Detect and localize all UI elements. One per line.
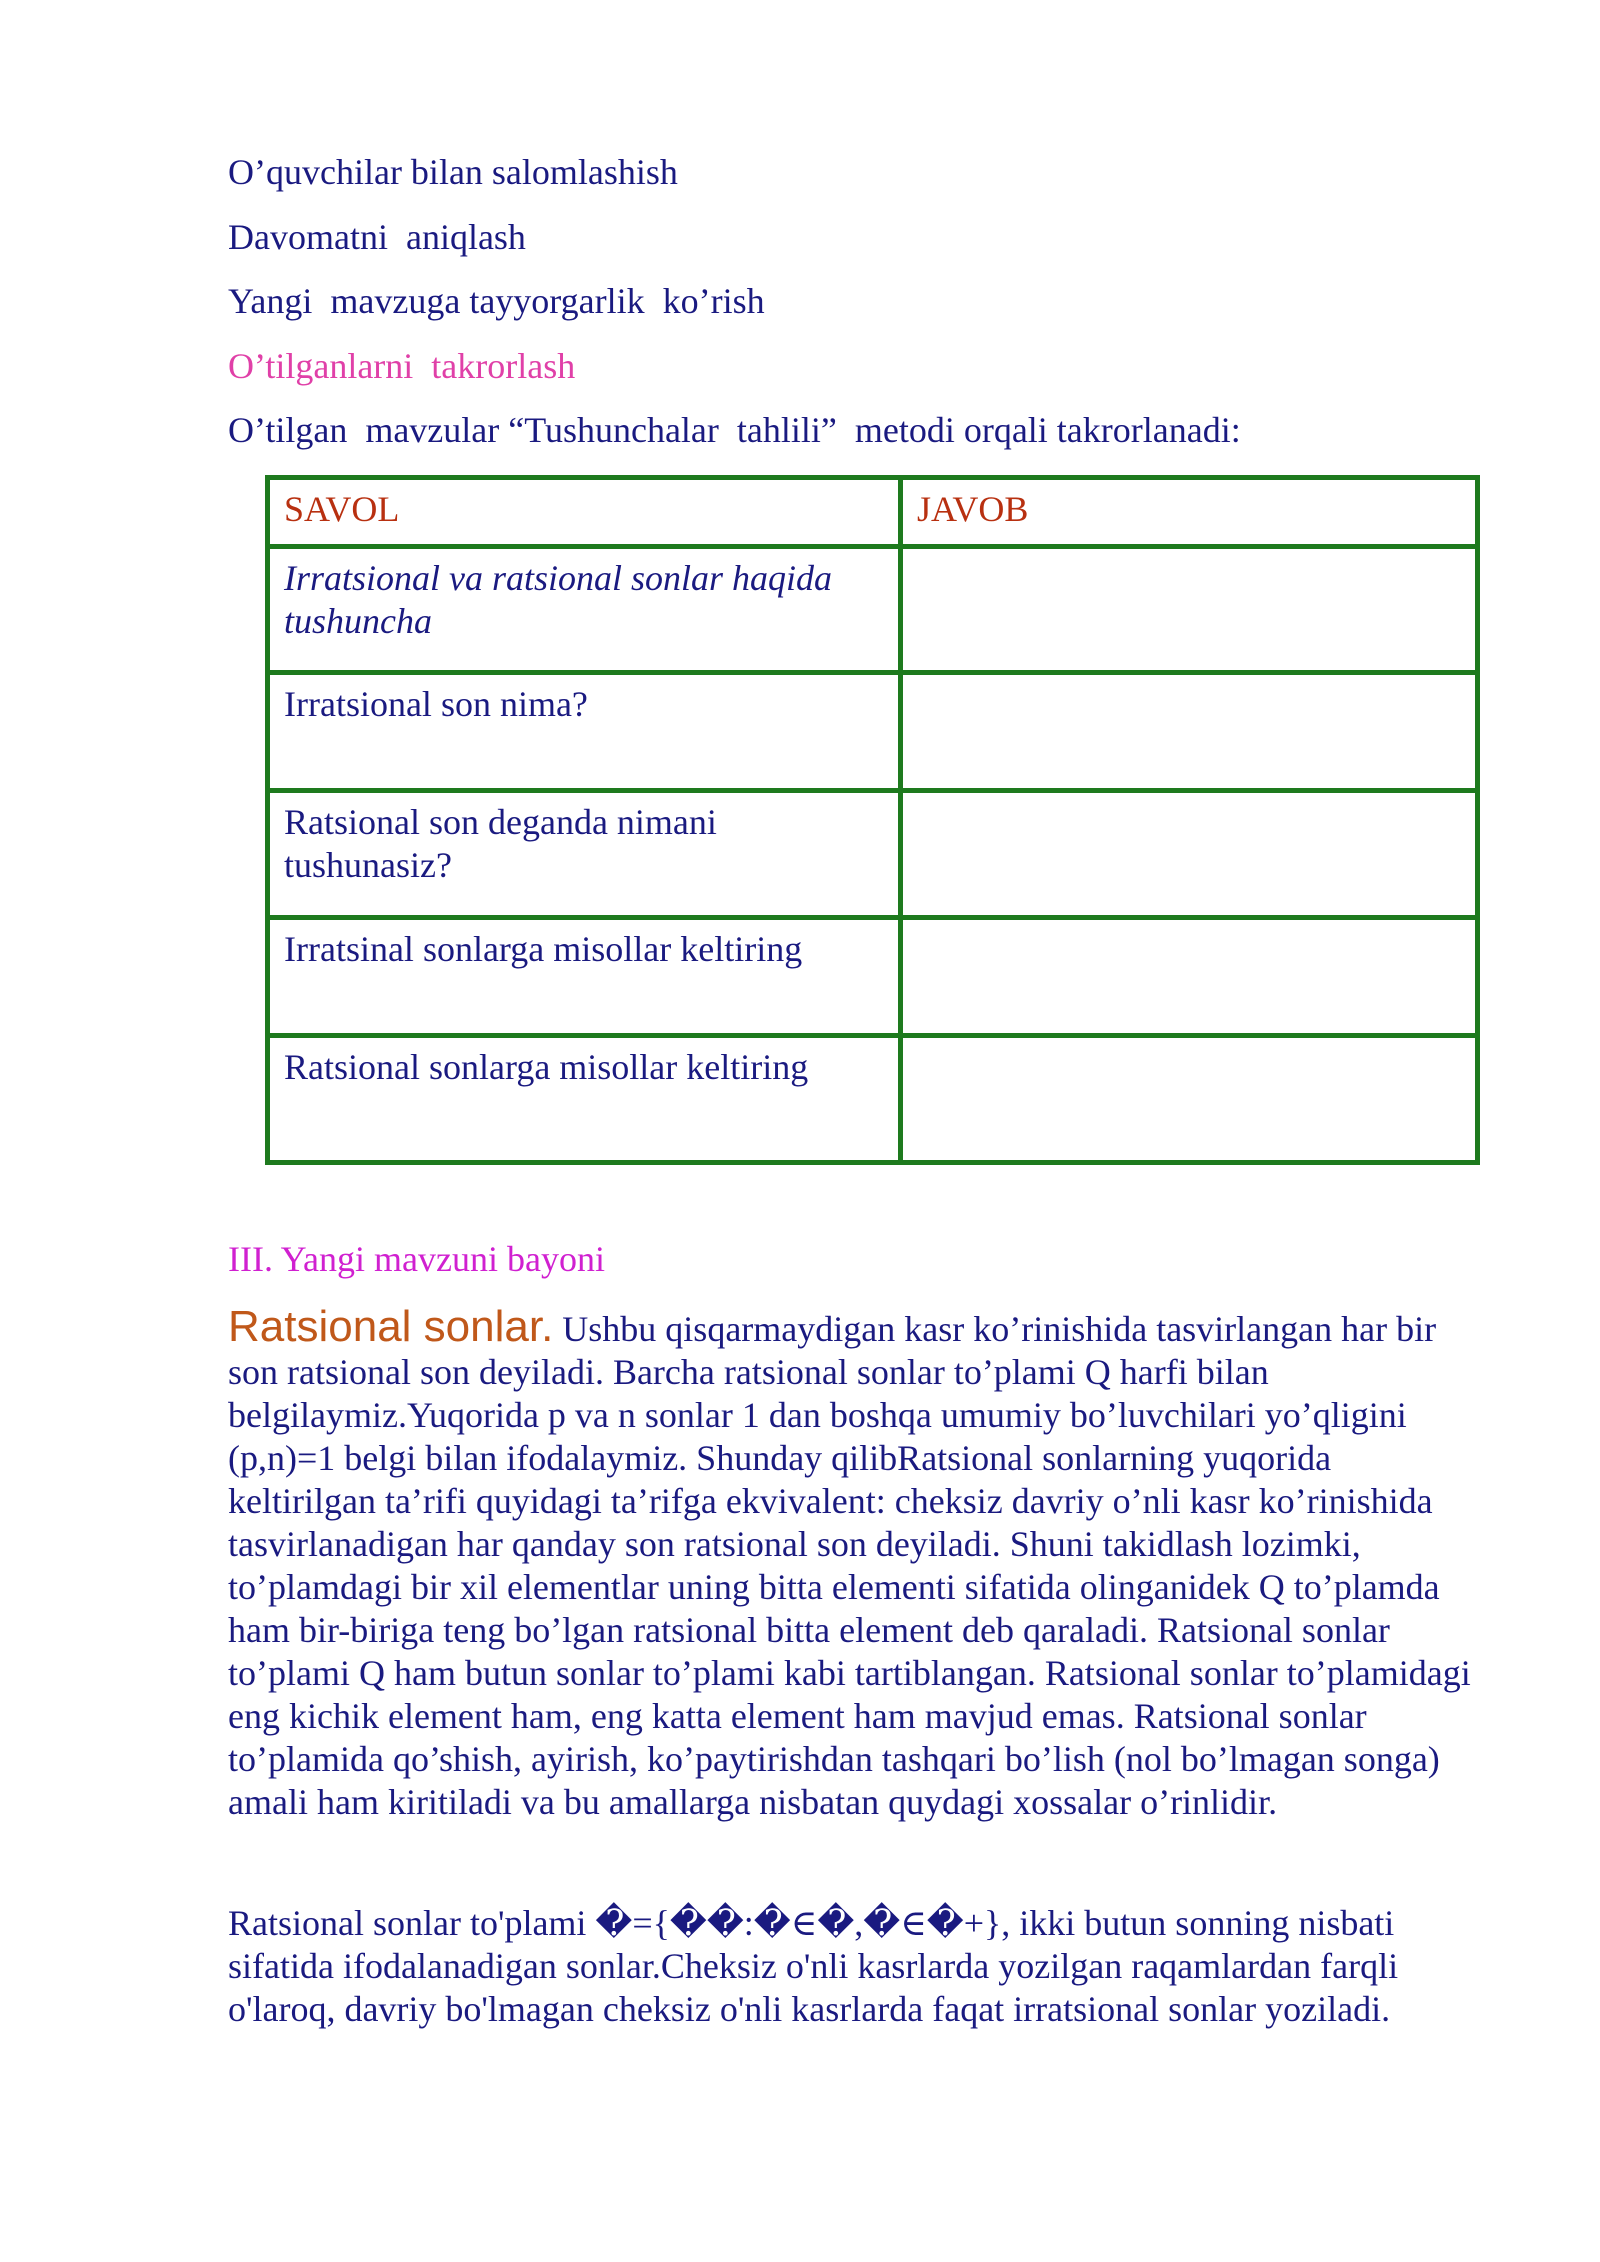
intro-line-method: O’tilgan mavzular “Tushunchalar tahlili” metodi orqali takrorlanadi: bbox=[228, 410, 1241, 450]
question-cell: Ratsional sonlarga misollar keltiring bbox=[268, 1036, 901, 1163]
table-row bbox=[268, 791, 1478, 918]
answer-cell bbox=[901, 673, 1478, 791]
intro-line-greeting: O’quvchilar bilan salomlashish bbox=[228, 152, 678, 192]
table-row bbox=[268, 673, 1478, 791]
question-cell: Irratsinal sonlarga misollar keltiring bbox=[268, 918, 901, 1036]
question-cell: Irratsional va ratsional sonlar haqida tushuncha bbox=[268, 547, 901, 673]
intro-line-review: O’tilganlarni takrorlash bbox=[228, 346, 576, 386]
section-title: Ratsional sonlar. bbox=[228, 1302, 554, 1351]
concept-analysis-table bbox=[265, 475, 1480, 1165]
paragraph-text: Ushbu qisqarmaydigan kasr ko’rinishida tasvirlangan har bir son ratsional son deyiladi. Barcha ratsional sonlar to’plami Q harfi bilan belgilaymiz.Yuqorida p va n sonlar 1 dan boshqa umumiy bo’luvchilari yo’qligini (p,n)=1 belgi bilan ifodalaymiz. Shunday qilibRatsional sonlarning yuqorida keltirilgan ta’rifi quyidagi ta’rifga ekvivalent: cheksiz davriy o’nli kasr ko’rinishida tasvirlanadigan har qanday son ratsional son deyiladi. Shuni takidlash lozimki, to’plamdagi bir xil elementlar uning bitta elementi sifatida olinganidek Q to’plamda ham bir-biriga teng bo’lgan ratsional bitta element deb qaraladi. Ratsional sonlar to’plami Q ham butun sonlar to’plami kabi tartiblangan. Ratsional sonlar to’plamidagi eng kichik element ham, eng katta element ham mavjud emas. Ratsional sonlar to’plamida qo’shish, ayirish, ko’paytirishdan tashqari bo’lish (nol bo’lmagan songa) amali ham kiritiladi va bu amallarga nisbatan quydagi xossalar o’rinlidir. bbox=[228, 1309, 1471, 1822]
answer-cell bbox=[901, 1036, 1478, 1163]
answer-cell bbox=[901, 918, 1478, 1036]
rational-set-paragraph: Ratsional sonlar to'plami �={��:�∈�,�∈�+}, ikki butun sonning nisbati sifatida ifodalanadigan sonlar.Cheksiz o'nli kasrlarda yozilgan raqamlardan farqli o'laroq, davriy bo'lmagan cheksiz o'nli kasrlarda faqat irratsional sonlar yoziladi. bbox=[228, 1903, 1399, 2029]
section-heading: III. Yangi mavzuni bayoni bbox=[228, 1239, 605, 1279]
question-cell: Ratsional son deganda nimani tushunasiz? bbox=[268, 791, 901, 918]
intro-line-preparation: Yangi mavzuga tayyorgarlik ko’rish bbox=[228, 281, 765, 321]
question-cell: Irratsional son nima? bbox=[268, 673, 901, 791]
answer-cell bbox=[901, 791, 1478, 918]
intro-line-attendance: Davomatni aniqlash bbox=[228, 217, 526, 257]
table-header-row bbox=[268, 478, 1478, 547]
header-javob: JAVOB bbox=[901, 478, 1478, 547]
table-row bbox=[268, 918, 1478, 1036]
rational-numbers-paragraph bbox=[228, 1302, 1478, 1824]
answer-cell bbox=[901, 547, 1478, 673]
table-row bbox=[268, 547, 1478, 673]
header-savol: SAVOL bbox=[268, 478, 901, 547]
table-row bbox=[268, 1036, 1478, 1163]
